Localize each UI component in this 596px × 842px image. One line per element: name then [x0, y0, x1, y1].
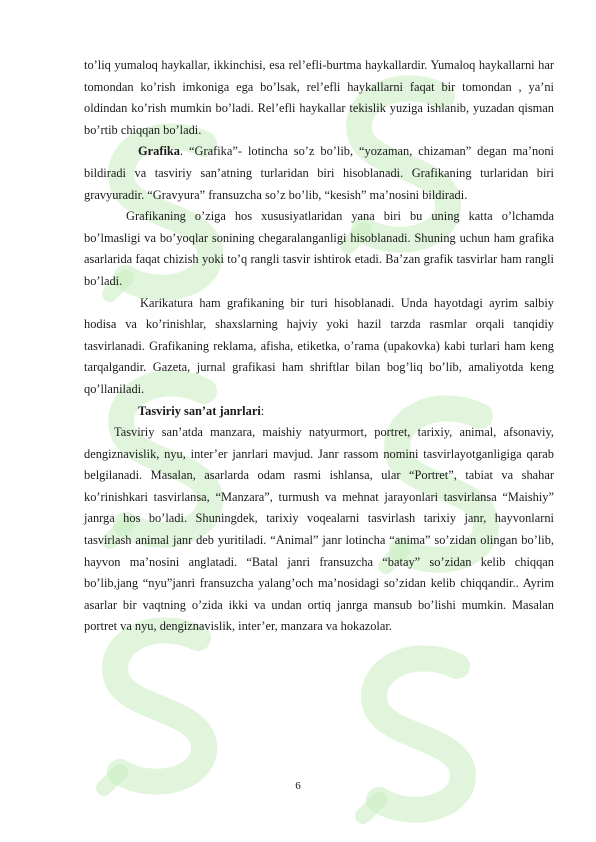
paragraph-grafika-features	[84, 206, 554, 292]
page-number: 6	[295, 780, 301, 792]
heading-colon: :	[260, 403, 265, 418]
paragraph-janrlar	[84, 422, 554, 638]
term-heading: Grafika	[138, 144, 180, 159]
paragraph-grafika	[84, 141, 554, 206]
paragraph-text: . “Grafika”- lotincha so’z bo’lib, “yozaman, chizaman” degan ma’noni bildiradi va tasviriy san’atning turlaridan biri hisoblanadi. Grafikaning turlaridan biri gravyuradir. “Gravyura” fransuzcha so’z bo’lib, “kesish” ma’nosini bildiradi.	[84, 144, 554, 202]
section-heading-janrlar	[84, 401, 554, 423]
paragraph-text: Grafikaning o’ziga hos xususiyatlaridan yana biri bu uning katta o’lchamda bo’lmasligi va bo’yoqlar sonining chegaralanganligi hisoblanadi. Shuning uchun ham grafika asarlarida faqat chizish yoki to’q rangli tasvir ishtirok etadi. Ba’zan grafik tasvirlar ham rangli bo’ladi.	[84, 209, 554, 288]
paragraph-relief-sculpture	[84, 55, 554, 141]
paragraph-text: Karikatura ham grafikaning bir turi hisoblanadi. Unda hayotdagi ayrim salbiy hodisa va ko’rinishlar, shaxslarning hajviy yoki hazil tarzda rasmlar orqali tanqidiy tasvirlanadi. Grafikaning reklama, afisha, etiketka, o’rama (upakovka) kabi turlari ham keng tarqalgandir. Gazeta, jurnal grafikasi ham shriftlar bilan bog’liq bo’lib, amaliyotda keng qo’llaniladi.	[84, 295, 554, 396]
document-body	[84, 55, 554, 638]
paragraph-karikatura	[84, 293, 554, 401]
watermark-logo-icon	[345, 640, 495, 830]
section-heading: Tasviriy san’at janrlari	[138, 403, 261, 418]
paragraph-text: Tasviriy san’atda manzara, maishiy natyurmort, portret, tarixiy, animal, afsonaviy, dengiznavislik, nyu, inter’er janrlari mavjud. Janr rassom nomini tasvirlayotganligiga qarab belgilanadi. Masalan, asarlarda odam rasmi ishlansa, ular “Portret”, tabiat va shahar ko’rinishkari tasvirlansa, “Manzara”, turmush va mehnat jarayonlari tasvirlansa “Maishiy” janrga hos bo’ladi. Shuningdek, tarixiy voqealarni tasvirlash tarixiy janr, hayvonlarni tasvirlash animal janr deb yuritiladi. “Animal” janr lotincha “anima” so’zidan olingan bo’lib, hayvon ma’nosini anglatadi. “Batal janri fransuzcha “batay” so’zidan kelib chiqqan bo’lib,jang “nyu”janri fransuzcha yalang’och ma’nosidagi so’zidan kelib chiqqandir.. Ayrim asarlar bir vaqtning o’zida ikki va undan ortiq janrga mansub bo’lishi mumkin. Masalan portret va nyu, dengiznavislik, inter’er, manzara va hokazolar.	[84, 425, 554, 634]
paragraph-text: to’liq yumaloq haykallar, ikkinchisi, esa rel’efli-burtma haykallardir. Yumaloq haykallarni har tomondan ko’rish imkoniga ega bo’lsak, rel’efli haykallarni faqat bir tomondan , ya’ni oldindan ko’rish mumkin bo’ladi. Rel’efli haykallar tekislik yuziga ishlanib, yuzadan qisman bo’rtib chiqqan bo’ladi.	[84, 58, 554, 137]
watermark-logo-icon	[86, 612, 236, 802]
